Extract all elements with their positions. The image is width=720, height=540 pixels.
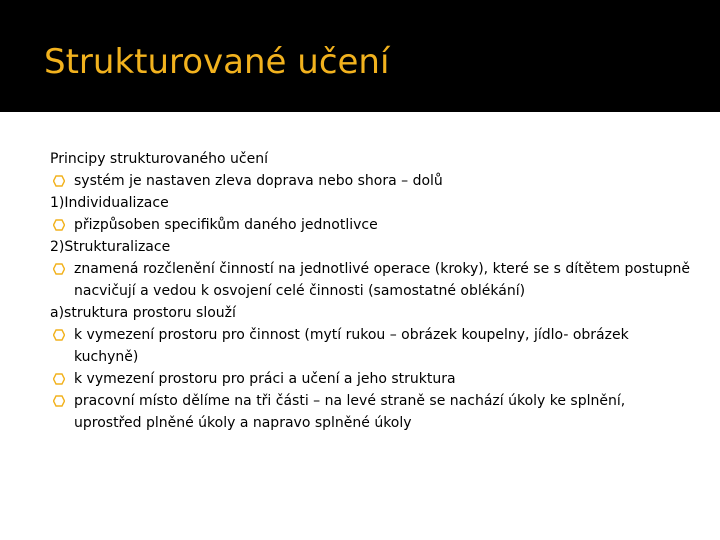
body-line-heading: 2)Strukturalizace xyxy=(50,239,171,255)
outlined-hexagon-bullet-icon xyxy=(53,373,65,385)
body-bullet xyxy=(50,368,690,390)
body-line-heading: 1)Individualizace xyxy=(50,195,169,211)
outlined-hexagon-bullet-icon xyxy=(53,219,65,231)
body-bullet xyxy=(50,170,690,192)
bullet-text: pracovní místo dělíme na tři části – na levé straně se nachází úkoly ke splnění, uprostřed plněné úkoly a napravo splněné úkoly xyxy=(74,393,626,431)
slide-body xyxy=(50,148,690,434)
body-bullet xyxy=(50,214,690,236)
outlined-hexagon-bullet-icon xyxy=(53,329,65,341)
slide-title: Strukturované učení xyxy=(44,42,390,82)
bullet-text: znamená rozčlenění činností na jednotlivé operace (kroky), které se s dítětem postupně nacvičují a vedou k osvojení celé činnosti (samostatné oblékání) xyxy=(74,261,690,299)
body-bullet xyxy=(50,258,690,302)
bullet-text: systém je nastaven zleva doprava nebo shora – dolů xyxy=(74,173,443,189)
bullet-text: k vymezení prostoru pro činnost (mytí rukou – obrázek koupelny, jídlo- obrázek kuchyně) xyxy=(74,327,629,365)
outlined-hexagon-bullet-icon xyxy=(53,263,65,275)
outlined-hexagon-bullet-icon xyxy=(53,175,65,187)
bullet-text: k vymezení prostoru pro práci a učení a jeho struktura xyxy=(74,371,456,387)
body-bullet xyxy=(50,390,690,434)
outlined-hexagon-bullet-icon xyxy=(53,395,65,407)
body-line-heading: Principy strukturovaného učení xyxy=(50,151,269,167)
body-line-heading: a)struktura prostoru slouží xyxy=(50,305,236,321)
body-bullet xyxy=(50,324,690,368)
bullet-text: přizpůsoben specifikům daného jednotlivce xyxy=(74,217,378,233)
title-bar xyxy=(0,0,720,112)
